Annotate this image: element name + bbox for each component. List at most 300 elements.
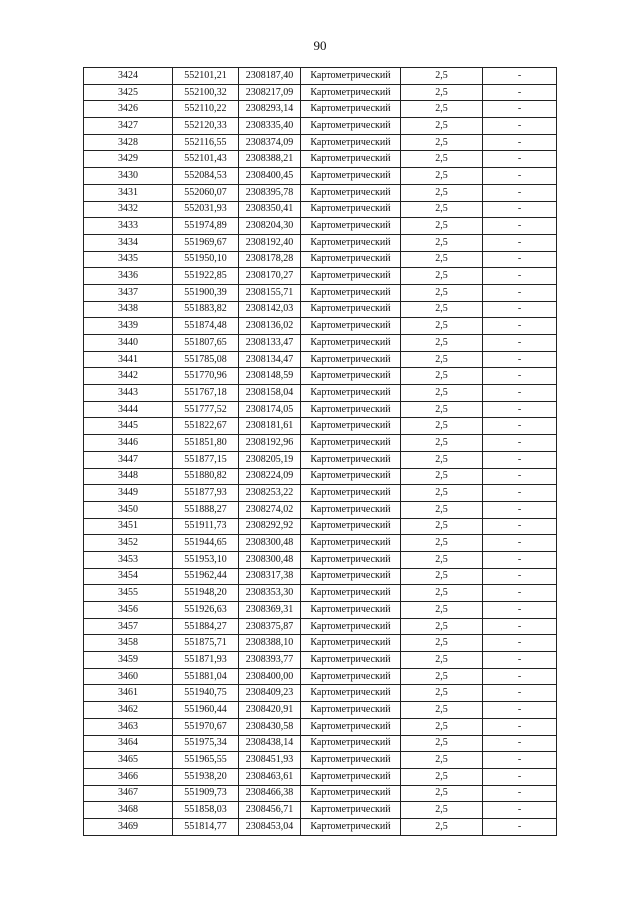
- point-number-cell: 3454: [84, 568, 173, 585]
- note-cell: -: [483, 585, 557, 602]
- method-cell: Картометрический: [301, 184, 401, 201]
- y-coordinate-cell: 2308438,14: [239, 735, 301, 752]
- y-coordinate-cell: 2308388,10: [239, 635, 301, 652]
- y-coordinate-cell: 2308420,91: [239, 702, 301, 719]
- method-cell: Картометрический: [301, 435, 401, 452]
- y-coordinate-cell: 2308293,14: [239, 101, 301, 118]
- x-coordinate-cell: 551883,82: [173, 301, 239, 318]
- method-cell: Картометрический: [301, 218, 401, 235]
- x-coordinate-cell: 551858,03: [173, 802, 239, 819]
- note-cell: -: [483, 134, 557, 151]
- method-cell: Картометрический: [301, 118, 401, 135]
- y-coordinate-cell: 2308274,02: [239, 501, 301, 518]
- accuracy-cell: 2,5: [401, 318, 483, 335]
- x-coordinate-cell: 551969,67: [173, 234, 239, 251]
- point-number-cell: 3469: [84, 818, 173, 835]
- x-coordinate-cell: 551871,93: [173, 652, 239, 669]
- table-row: [84, 251, 557, 268]
- table-row: [84, 635, 557, 652]
- method-cell: Картометрический: [301, 485, 401, 502]
- accuracy-cell: 2,5: [401, 118, 483, 135]
- table-row: [84, 134, 557, 151]
- point-number-cell: 3432: [84, 201, 173, 218]
- accuracy-cell: 2,5: [401, 418, 483, 435]
- note-cell: -: [483, 785, 557, 802]
- note-cell: -: [483, 702, 557, 719]
- table-row: [84, 551, 557, 568]
- x-coordinate-cell: 551881,04: [173, 668, 239, 685]
- point-number-cell: 3448: [84, 468, 173, 485]
- note-cell: -: [483, 118, 557, 135]
- point-number-cell: 3445: [84, 418, 173, 435]
- x-coordinate-cell: 551851,80: [173, 435, 239, 452]
- y-coordinate-cell: 2308217,09: [239, 84, 301, 101]
- table-row: [84, 602, 557, 619]
- accuracy-cell: 2,5: [401, 301, 483, 318]
- note-cell: -: [483, 468, 557, 485]
- y-coordinate-cell: 2308192,40: [239, 234, 301, 251]
- method-cell: Картометрический: [301, 685, 401, 702]
- accuracy-cell: 2,5: [401, 702, 483, 719]
- table-row: [84, 702, 557, 719]
- method-cell: Картометрический: [301, 201, 401, 218]
- note-cell: -: [483, 151, 557, 168]
- point-number-cell: 3433: [84, 218, 173, 235]
- table-row: [84, 168, 557, 185]
- y-coordinate-cell: 2308317,38: [239, 568, 301, 585]
- y-coordinate-cell: 2308253,22: [239, 485, 301, 502]
- method-cell: Картометрический: [301, 385, 401, 402]
- y-coordinate-cell: 2308158,04: [239, 385, 301, 402]
- y-coordinate-cell: 2308393,77: [239, 652, 301, 669]
- y-coordinate-cell: 2308174,05: [239, 401, 301, 418]
- table-row: [84, 568, 557, 585]
- accuracy-cell: 2,5: [401, 401, 483, 418]
- table-row: [84, 201, 557, 218]
- x-coordinate-cell: 552060,07: [173, 184, 239, 201]
- method-cell: Картометрический: [301, 251, 401, 268]
- method-cell: Картометрический: [301, 401, 401, 418]
- y-coordinate-cell: 2308142,03: [239, 301, 301, 318]
- page-number: 90: [313, 38, 327, 53]
- x-coordinate-cell: 551962,44: [173, 568, 239, 585]
- point-number-cell: 3444: [84, 401, 173, 418]
- accuracy-cell: 2,5: [401, 585, 483, 602]
- method-cell: Картометрический: [301, 368, 401, 385]
- point-number-cell: 3461: [84, 685, 173, 702]
- method-cell: Картометрический: [301, 818, 401, 835]
- point-number-cell: 3439: [84, 318, 173, 335]
- method-cell: Картометрический: [301, 568, 401, 585]
- x-coordinate-cell: 551960,44: [173, 702, 239, 719]
- x-coordinate-cell: 551814,77: [173, 818, 239, 835]
- point-number-cell: 3463: [84, 718, 173, 735]
- note-cell: -: [483, 418, 557, 435]
- accuracy-cell: 2,5: [401, 218, 483, 235]
- method-cell: Картометрический: [301, 752, 401, 769]
- note-cell: -: [483, 234, 557, 251]
- note-cell: -: [483, 184, 557, 201]
- note-cell: -: [483, 68, 557, 85]
- x-coordinate-cell: 551875,71: [173, 635, 239, 652]
- point-number-cell: 3428: [84, 134, 173, 151]
- point-number-cell: 3425: [84, 84, 173, 101]
- point-number-cell: 3456: [84, 602, 173, 619]
- accuracy-cell: 2,5: [401, 84, 483, 101]
- method-cell: Картометрический: [301, 68, 401, 85]
- x-coordinate-cell: 552110,22: [173, 101, 239, 118]
- note-cell: -: [483, 602, 557, 619]
- table-row: [84, 151, 557, 168]
- accuracy-cell: 2,5: [401, 685, 483, 702]
- accuracy-cell: 2,5: [401, 735, 483, 752]
- method-cell: Картометрический: [301, 602, 401, 619]
- y-coordinate-cell: 2308350,41: [239, 201, 301, 218]
- point-number-cell: 3466: [84, 768, 173, 785]
- y-coordinate-cell: 2308136,02: [239, 318, 301, 335]
- coordinates-table: [83, 67, 557, 836]
- table-row: [84, 618, 557, 635]
- x-coordinate-cell: 552101,43: [173, 151, 239, 168]
- point-number-cell: 3426: [84, 101, 173, 118]
- table-row: [84, 468, 557, 485]
- point-number-cell: 3441: [84, 351, 173, 368]
- note-cell: -: [483, 284, 557, 301]
- accuracy-cell: 2,5: [401, 134, 483, 151]
- table-row: [84, 335, 557, 352]
- x-coordinate-cell: 552116,55: [173, 134, 239, 151]
- accuracy-cell: 2,5: [401, 818, 483, 835]
- accuracy-cell: 2,5: [401, 335, 483, 352]
- y-coordinate-cell: 2308369,31: [239, 602, 301, 619]
- table-row: [84, 485, 557, 502]
- note-cell: -: [483, 268, 557, 285]
- note-cell: -: [483, 668, 557, 685]
- x-coordinate-cell: 551938,20: [173, 768, 239, 785]
- y-coordinate-cell: 2308155,71: [239, 284, 301, 301]
- method-cell: Картометрический: [301, 735, 401, 752]
- point-number-cell: 3443: [84, 385, 173, 402]
- accuracy-cell: 2,5: [401, 151, 483, 168]
- accuracy-cell: 2,5: [401, 668, 483, 685]
- point-number-cell: 3458: [84, 635, 173, 652]
- y-coordinate-cell: 2308451,93: [239, 752, 301, 769]
- accuracy-cell: 2,5: [401, 68, 483, 85]
- note-cell: -: [483, 251, 557, 268]
- table-row: [84, 685, 557, 702]
- accuracy-cell: 2,5: [401, 234, 483, 251]
- table-row: [84, 535, 557, 552]
- note-cell: -: [483, 518, 557, 535]
- accuracy-cell: 2,5: [401, 518, 483, 535]
- x-coordinate-cell: 551785,08: [173, 351, 239, 368]
- table-row: [84, 101, 557, 118]
- y-coordinate-cell: 2308192,96: [239, 435, 301, 452]
- accuracy-cell: 2,5: [401, 485, 483, 502]
- point-number-cell: 3446: [84, 435, 173, 452]
- method-cell: Картометрический: [301, 84, 401, 101]
- note-cell: -: [483, 318, 557, 335]
- x-coordinate-cell: 551822,67: [173, 418, 239, 435]
- table-row: [84, 118, 557, 135]
- note-cell: -: [483, 568, 557, 585]
- y-coordinate-cell: 2308463,61: [239, 768, 301, 785]
- x-coordinate-cell: 551777,52: [173, 401, 239, 418]
- table-row: [84, 818, 557, 835]
- y-coordinate-cell: 2308353,30: [239, 585, 301, 602]
- accuracy-cell: 2,5: [401, 785, 483, 802]
- point-number-cell: 3468: [84, 802, 173, 819]
- note-cell: -: [483, 201, 557, 218]
- table-row: [84, 218, 557, 235]
- y-coordinate-cell: 2308400,45: [239, 168, 301, 185]
- y-coordinate-cell: 2308395,78: [239, 184, 301, 201]
- accuracy-cell: 2,5: [401, 268, 483, 285]
- method-cell: Картометрический: [301, 652, 401, 669]
- note-cell: -: [483, 652, 557, 669]
- point-number-cell: 3451: [84, 518, 173, 535]
- accuracy-cell: 2,5: [401, 368, 483, 385]
- method-cell: Картометрический: [301, 418, 401, 435]
- method-cell: Картометрический: [301, 785, 401, 802]
- accuracy-cell: 2,5: [401, 168, 483, 185]
- accuracy-cell: 2,5: [401, 535, 483, 552]
- y-coordinate-cell: 2308375,87: [239, 618, 301, 635]
- point-number-cell: 3465: [84, 752, 173, 769]
- y-coordinate-cell: 2308388,21: [239, 151, 301, 168]
- method-cell: Картометрический: [301, 351, 401, 368]
- accuracy-cell: 2,5: [401, 351, 483, 368]
- y-coordinate-cell: 2308292,92: [239, 518, 301, 535]
- y-coordinate-cell: 2308204,30: [239, 218, 301, 235]
- table-row: [84, 652, 557, 669]
- note-cell: -: [483, 802, 557, 819]
- accuracy-cell: 2,5: [401, 551, 483, 568]
- accuracy-cell: 2,5: [401, 635, 483, 652]
- method-cell: Картометрический: [301, 335, 401, 352]
- y-coordinate-cell: 2308466,38: [239, 785, 301, 802]
- note-cell: -: [483, 168, 557, 185]
- table-row: [84, 401, 557, 418]
- note-cell: -: [483, 301, 557, 318]
- table-row: [84, 752, 557, 769]
- method-cell: Картометрический: [301, 668, 401, 685]
- table-row: [84, 184, 557, 201]
- table-row: [84, 585, 557, 602]
- method-cell: Картометрический: [301, 718, 401, 735]
- method-cell: Картометрический: [301, 635, 401, 652]
- x-coordinate-cell: 551965,55: [173, 752, 239, 769]
- accuracy-cell: 2,5: [401, 451, 483, 468]
- note-cell: -: [483, 535, 557, 552]
- method-cell: Картометрический: [301, 702, 401, 719]
- accuracy-cell: 2,5: [401, 101, 483, 118]
- note-cell: -: [483, 351, 557, 368]
- y-coordinate-cell: 2308181,61: [239, 418, 301, 435]
- point-number-cell: 3467: [84, 785, 173, 802]
- method-cell: Картометрический: [301, 101, 401, 118]
- note-cell: -: [483, 735, 557, 752]
- note-cell: -: [483, 752, 557, 769]
- table-row: [84, 368, 557, 385]
- x-coordinate-cell: 551888,27: [173, 501, 239, 518]
- x-coordinate-cell: 551770,96: [173, 368, 239, 385]
- x-coordinate-cell: 552031,93: [173, 201, 239, 218]
- x-coordinate-cell: 551950,10: [173, 251, 239, 268]
- y-coordinate-cell: 2308187,40: [239, 68, 301, 85]
- note-cell: -: [483, 335, 557, 352]
- x-coordinate-cell: 551911,73: [173, 518, 239, 535]
- table-row: [84, 351, 557, 368]
- x-coordinate-cell: 551880,82: [173, 468, 239, 485]
- note-cell: -: [483, 485, 557, 502]
- table-row: [84, 318, 557, 335]
- accuracy-cell: 2,5: [401, 251, 483, 268]
- x-coordinate-cell: 551926,63: [173, 602, 239, 619]
- table-row: [84, 418, 557, 435]
- y-coordinate-cell: 2308205,19: [239, 451, 301, 468]
- y-coordinate-cell: 2308170,27: [239, 268, 301, 285]
- x-coordinate-cell: 552101,21: [173, 68, 239, 85]
- x-coordinate-cell: 552120,33: [173, 118, 239, 135]
- point-number-cell: 3438: [84, 301, 173, 318]
- point-number-cell: 3430: [84, 168, 173, 185]
- y-coordinate-cell: 2308456,71: [239, 802, 301, 819]
- table-row: [84, 668, 557, 685]
- note-cell: -: [483, 618, 557, 635]
- note-cell: -: [483, 685, 557, 702]
- note-cell: -: [483, 501, 557, 518]
- point-number-cell: 3460: [84, 668, 173, 685]
- point-number-cell: 3449: [84, 485, 173, 502]
- table-row: [84, 68, 557, 85]
- point-number-cell: 3431: [84, 184, 173, 201]
- method-cell: Картометрический: [301, 802, 401, 819]
- x-coordinate-cell: 551884,27: [173, 618, 239, 635]
- point-number-cell: 3440: [84, 335, 173, 352]
- accuracy-cell: 2,5: [401, 184, 483, 201]
- note-cell: -: [483, 818, 557, 835]
- table-row: [84, 234, 557, 251]
- accuracy-cell: 2,5: [401, 501, 483, 518]
- point-number-cell: 3452: [84, 535, 173, 552]
- note-cell: -: [483, 401, 557, 418]
- y-coordinate-cell: 2308224,09: [239, 468, 301, 485]
- table-row: [84, 518, 557, 535]
- note-cell: -: [483, 451, 557, 468]
- table-row: [84, 268, 557, 285]
- table-row: [84, 385, 557, 402]
- y-coordinate-cell: 2308178,28: [239, 251, 301, 268]
- x-coordinate-cell: 551922,85: [173, 268, 239, 285]
- point-number-cell: 3462: [84, 702, 173, 719]
- note-cell: -: [483, 84, 557, 101]
- x-coordinate-cell: 551974,89: [173, 218, 239, 235]
- x-coordinate-cell: 551767,18: [173, 385, 239, 402]
- note-cell: -: [483, 385, 557, 402]
- method-cell: Картометрический: [301, 535, 401, 552]
- x-coordinate-cell: 551940,75: [173, 685, 239, 702]
- x-coordinate-cell: 551909,73: [173, 785, 239, 802]
- accuracy-cell: 2,5: [401, 768, 483, 785]
- accuracy-cell: 2,5: [401, 618, 483, 635]
- x-coordinate-cell: 551944,65: [173, 535, 239, 552]
- method-cell: Картометрический: [301, 551, 401, 568]
- method-cell: Картометрический: [301, 585, 401, 602]
- y-coordinate-cell: 2308300,48: [239, 535, 301, 552]
- accuracy-cell: 2,5: [401, 385, 483, 402]
- accuracy-cell: 2,5: [401, 752, 483, 769]
- method-cell: Картометрический: [301, 301, 401, 318]
- x-coordinate-cell: 551877,15: [173, 451, 239, 468]
- y-coordinate-cell: 2308134,47: [239, 351, 301, 368]
- accuracy-cell: 2,5: [401, 718, 483, 735]
- x-coordinate-cell: 551807,65: [173, 335, 239, 352]
- y-coordinate-cell: 2308133,47: [239, 335, 301, 352]
- point-number-cell: 3436: [84, 268, 173, 285]
- table-row: [84, 501, 557, 518]
- method-cell: Картометрический: [301, 284, 401, 301]
- table-row: [84, 735, 557, 752]
- note-cell: -: [483, 768, 557, 785]
- method-cell: Картометрический: [301, 234, 401, 251]
- accuracy-cell: 2,5: [401, 802, 483, 819]
- point-number-cell: 3424: [84, 68, 173, 85]
- table-row: [84, 802, 557, 819]
- method-cell: Картометрический: [301, 618, 401, 635]
- table-row: [84, 718, 557, 735]
- method-cell: Картометрический: [301, 318, 401, 335]
- method-cell: Картометрический: [301, 134, 401, 151]
- method-cell: Картометрический: [301, 168, 401, 185]
- point-number-cell: 3437: [84, 284, 173, 301]
- point-number-cell: 3447: [84, 451, 173, 468]
- table-row: [84, 451, 557, 468]
- y-coordinate-cell: 2308335,40: [239, 118, 301, 135]
- method-cell: Картометрический: [301, 268, 401, 285]
- x-coordinate-cell: 551874,48: [173, 318, 239, 335]
- note-cell: -: [483, 435, 557, 452]
- note-cell: -: [483, 551, 557, 568]
- point-number-cell: 3464: [84, 735, 173, 752]
- table-row: [84, 301, 557, 318]
- x-coordinate-cell: 551975,34: [173, 735, 239, 752]
- accuracy-cell: 2,5: [401, 201, 483, 218]
- accuracy-cell: 2,5: [401, 284, 483, 301]
- point-number-cell: 3435: [84, 251, 173, 268]
- table-row: [84, 84, 557, 101]
- point-number-cell: 3442: [84, 368, 173, 385]
- point-number-cell: 3459: [84, 652, 173, 669]
- note-cell: -: [483, 718, 557, 735]
- accuracy-cell: 2,5: [401, 568, 483, 585]
- note-cell: -: [483, 635, 557, 652]
- method-cell: Картометрический: [301, 151, 401, 168]
- y-coordinate-cell: 2308148,59: [239, 368, 301, 385]
- y-coordinate-cell: 2308430,58: [239, 718, 301, 735]
- point-number-cell: 3455: [84, 585, 173, 602]
- point-number-cell: 3429: [84, 151, 173, 168]
- x-coordinate-cell: 552100,32: [173, 84, 239, 101]
- point-number-cell: 3450: [84, 501, 173, 518]
- accuracy-cell: 2,5: [401, 602, 483, 619]
- x-coordinate-cell: 551900,39: [173, 284, 239, 301]
- method-cell: Картометрический: [301, 768, 401, 785]
- table-row: [84, 435, 557, 452]
- note-cell: -: [483, 218, 557, 235]
- y-coordinate-cell: 2308300,48: [239, 551, 301, 568]
- method-cell: Картометрический: [301, 451, 401, 468]
